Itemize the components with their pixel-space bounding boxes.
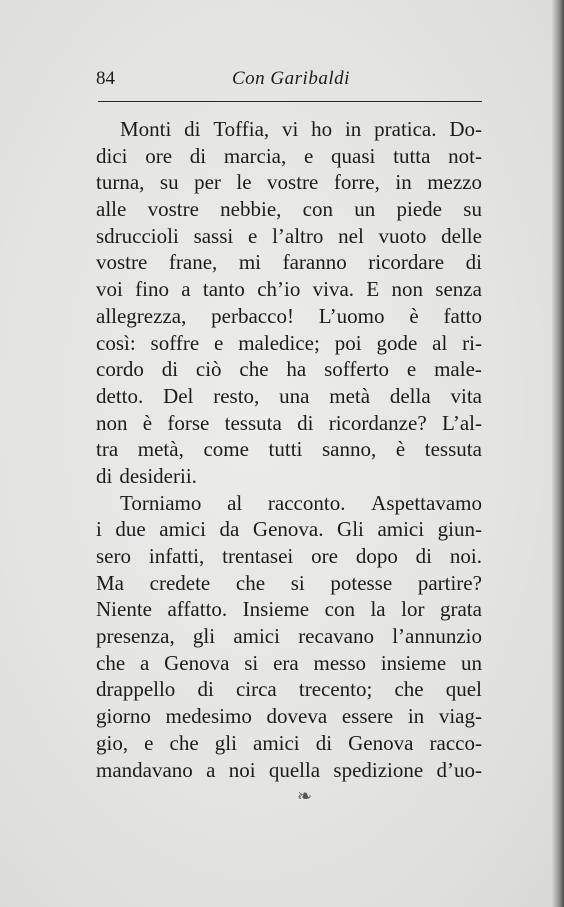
- word: in: [395, 170, 412, 195]
- word: vita: [450, 383, 482, 408]
- word: in: [344, 117, 362, 141]
- word: Monti: [120, 117, 172, 141]
- word: sanno,: [321, 437, 377, 462]
- word: trentasei: [222, 544, 294, 568]
- word: sofferto: [324, 357, 390, 382]
- word: gode: [376, 330, 418, 355]
- word: è: [395, 437, 406, 462]
- word: mandavano: [96, 757, 193, 782]
- word: di: [415, 544, 433, 568]
- word: grata: [439, 597, 482, 622]
- word: non: [96, 410, 128, 435]
- word: non: [391, 277, 423, 302]
- word: trecento;: [298, 677, 373, 702]
- text-line: [96, 730, 482, 757]
- word: lor: [401, 597, 425, 622]
- body-text: [96, 116, 482, 783]
- word: allegrezza,: [96, 303, 187, 328]
- word: noi: [228, 757, 256, 782]
- word: vuoto: [378, 223, 427, 248]
- word: la: [370, 597, 386, 622]
- word: tessuta: [224, 410, 282, 435]
- text-line: [96, 543, 482, 570]
- word: vi: [282, 117, 299, 141]
- text-line: [96, 143, 482, 170]
- word: poi: [334, 330, 362, 355]
- word: L’uomo: [318, 303, 385, 328]
- text-line: [96, 303, 482, 330]
- text-line: [96, 463, 482, 490]
- word: dopo: [355, 544, 398, 568]
- word: l’altro: [272, 223, 324, 248]
- word: viva.: [312, 277, 355, 302]
- word: nebbie,: [220, 197, 282, 222]
- word: tessuta: [424, 437, 482, 462]
- word: di: [161, 357, 179, 382]
- word: d’uo-: [436, 757, 482, 782]
- text-line: [96, 703, 482, 730]
- word: noi.: [449, 544, 482, 568]
- word: le: [236, 170, 252, 195]
- word: Genova.: [252, 517, 324, 542]
- word: ch’io: [257, 277, 301, 302]
- text-line: [96, 623, 482, 650]
- word: potesse: [330, 570, 393, 595]
- word: vostre: [147, 197, 199, 222]
- word: e: [248, 223, 258, 248]
- word: tanto: [202, 277, 245, 302]
- word: amici: [377, 517, 425, 542]
- word: insieme: [380, 650, 447, 675]
- word: e: [406, 357, 417, 382]
- word: viag-: [438, 704, 482, 729]
- word: per: [194, 170, 221, 195]
- word: presenza,: [96, 624, 175, 649]
- word: che: [96, 650, 126, 675]
- printer-mark-icon: ❧: [297, 786, 313, 806]
- word: medesimo: [165, 704, 252, 729]
- word: dici: [96, 143, 128, 168]
- word: affatto.: [167, 597, 228, 622]
- word: marcia,: [223, 143, 287, 168]
- word: che: [235, 570, 266, 595]
- word: come: [203, 437, 249, 462]
- word: doveva: [266, 704, 328, 729]
- word: forre,: [333, 170, 380, 195]
- word: giun-: [437, 517, 482, 542]
- word: di: [465, 250, 482, 275]
- word: tra: [96, 437, 119, 462]
- word: che: [394, 677, 424, 702]
- word: nel: [338, 223, 364, 248]
- word: credete: [149, 570, 211, 595]
- word: turna,: [96, 170, 145, 195]
- word: infatti,: [148, 544, 205, 568]
- word: della: [389, 383, 431, 408]
- word: sassi: [193, 223, 234, 248]
- word: i: [96, 517, 102, 542]
- word: di: [197, 677, 214, 702]
- word: al: [432, 330, 448, 355]
- word: essere: [341, 704, 394, 729]
- word: quel: [445, 677, 482, 702]
- word: tutta: [393, 143, 431, 168]
- word: L’al-: [441, 410, 482, 435]
- word: gli: [214, 730, 237, 755]
- word: giorno: [96, 704, 151, 729]
- word: Genova: [348, 730, 414, 755]
- word: ore: [145, 143, 173, 168]
- word: amici: [253, 730, 300, 755]
- word: piede: [396, 197, 443, 222]
- text-line: [96, 330, 482, 357]
- text-line: [96, 196, 482, 223]
- word: soffre: [150, 330, 200, 355]
- word: delle: [441, 223, 482, 248]
- word: ricordare: [368, 250, 445, 275]
- page-header: [96, 66, 482, 94]
- word: su: [463, 197, 482, 222]
- word: ricordanze?: [328, 410, 427, 435]
- word: drappello: [96, 677, 176, 702]
- word: su: [159, 170, 179, 195]
- word: a: [206, 757, 216, 782]
- word: mi: [238, 250, 262, 275]
- header-rule: [98, 101, 482, 102]
- text-line: [96, 223, 482, 250]
- word: vostre: [267, 170, 319, 195]
- word: ciò: [195, 357, 222, 382]
- text-line: [96, 356, 482, 383]
- text-line: [96, 676, 482, 703]
- word: un: [460, 650, 482, 675]
- word: desiderii.: [119, 463, 197, 488]
- word: un: [354, 197, 376, 222]
- word: Del: [163, 383, 194, 408]
- word: quella: [268, 757, 321, 782]
- text-line: [96, 650, 482, 677]
- text-line: [96, 596, 482, 623]
- word: spedizione: [333, 757, 424, 782]
- word: che: [239, 357, 269, 382]
- text-line: [96, 570, 482, 597]
- word: con: [324, 597, 355, 622]
- word: Toffia,: [213, 117, 270, 141]
- word: in: [407, 704, 425, 729]
- word: con: [302, 197, 333, 222]
- word: Insieme: [242, 597, 310, 622]
- text-line: [96, 116, 482, 143]
- word: Aspettavamo: [371, 490, 482, 515]
- word: di: [96, 463, 113, 488]
- word: Genova: [164, 650, 230, 675]
- word: due: [115, 517, 146, 542]
- text-line: [96, 169, 482, 196]
- word: è: [142, 410, 153, 435]
- word: alle: [96, 197, 127, 222]
- word: frane,: [168, 250, 218, 275]
- word: not-: [448, 143, 482, 168]
- word: fatto: [443, 303, 482, 328]
- word: ho: [311, 117, 333, 141]
- word: tutti: [268, 437, 303, 462]
- text-line: [96, 490, 482, 517]
- page-edge-shadow: [552, 0, 564, 907]
- word: cordo: [96, 357, 144, 382]
- word: Torniamo: [120, 490, 202, 515]
- word: a: [139, 650, 150, 675]
- word: ha: [286, 357, 307, 382]
- word: Do-: [449, 117, 482, 141]
- running-head: Con Garibaldi: [232, 68, 350, 89]
- word: gli: [192, 624, 216, 649]
- word: faranno: [282, 250, 347, 275]
- word: maledice;: [238, 330, 320, 355]
- word: al: [227, 490, 243, 515]
- text-line: [96, 249, 482, 276]
- word: perbacco!: [211, 303, 294, 328]
- word: racconto.: [267, 490, 346, 515]
- word: e: [303, 143, 314, 168]
- word: recavano: [298, 624, 374, 649]
- word: pratica.: [374, 117, 437, 141]
- text-line: [96, 410, 482, 437]
- word: da: [219, 517, 240, 542]
- word: senza: [435, 277, 482, 302]
- word: una: [279, 383, 310, 408]
- word: si: [290, 570, 305, 595]
- word: di: [184, 117, 201, 141]
- word: l’annunzio: [392, 624, 482, 649]
- text-line: [96, 276, 482, 303]
- word: si: [244, 650, 259, 675]
- word: vostre: [96, 250, 148, 275]
- word: partire?: [417, 570, 482, 595]
- word: Niente: [96, 597, 152, 622]
- word: E: [366, 277, 380, 302]
- word: amici: [159, 517, 206, 542]
- word: fino: [135, 277, 169, 302]
- word: di: [189, 143, 207, 168]
- word: a: [181, 277, 191, 302]
- word: quasi: [331, 143, 376, 168]
- word: racco-: [429, 730, 482, 755]
- word: circa: [235, 677, 277, 702]
- word: e: [214, 330, 224, 355]
- word: e: [144, 730, 154, 755]
- word: messo: [313, 650, 367, 675]
- word: male-: [434, 357, 482, 382]
- word: resto,: [213, 383, 260, 408]
- word: sero: [96, 544, 131, 568]
- word: ri-: [462, 330, 482, 355]
- text-line: [96, 516, 482, 543]
- word: era: [273, 650, 299, 675]
- word: Gli: [337, 517, 364, 542]
- word: metà: [329, 383, 371, 408]
- word: che: [169, 730, 199, 755]
- word: gio,: [96, 730, 129, 755]
- word: voi: [96, 277, 123, 302]
- word: metà,: [137, 437, 184, 462]
- page-number: 84: [96, 68, 115, 89]
- text-line: [96, 383, 482, 410]
- word: di: [315, 730, 333, 755]
- text-line: [96, 757, 482, 784]
- word: così:: [96, 330, 136, 355]
- word: ore: [311, 544, 338, 568]
- text-line: [96, 436, 482, 463]
- word: di: [297, 410, 314, 435]
- word: sdruccioli: [96, 223, 179, 248]
- word: Ma: [96, 570, 124, 595]
- word: mezzo: [427, 170, 482, 195]
- word: forse: [167, 410, 210, 435]
- word: amici: [233, 624, 280, 649]
- word: è: [409, 303, 419, 328]
- word: detto.: [96, 383, 144, 408]
